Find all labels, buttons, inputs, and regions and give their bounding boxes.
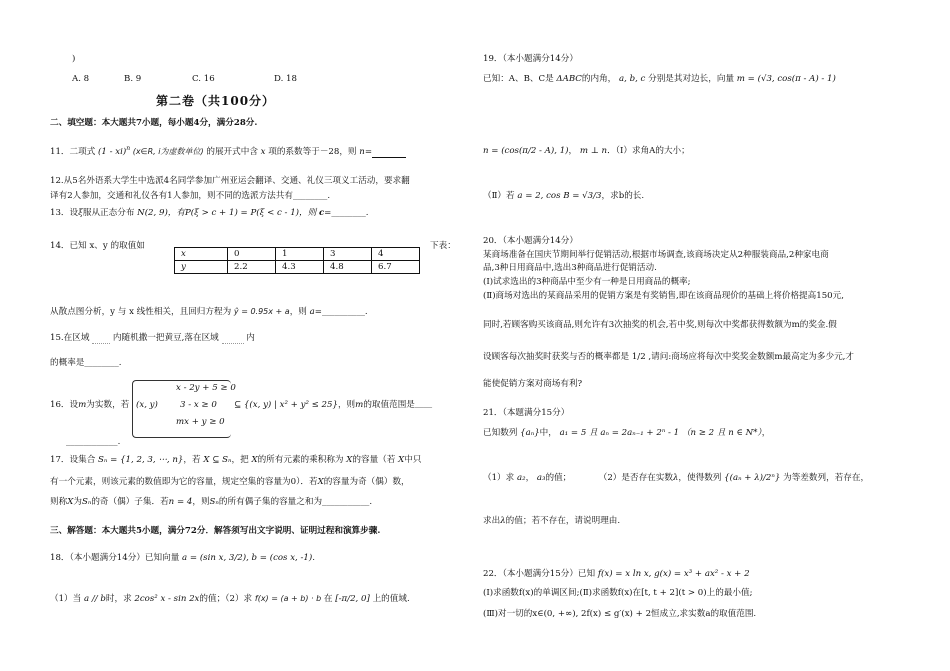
table-cell: 4.8 bbox=[324, 261, 372, 274]
section3-header: 三、解答题：本大题共5小题，满分72分．解答须写出文字说明、证明过程和演算步骤. bbox=[50, 526, 381, 536]
question-20-line3: (Ⅰ)试求选出的3种商品中至少有一种是日用商品的概率; bbox=[483, 277, 691, 287]
question-22-line1: 22．（本小题满分15分）已知 f(x) = x ln x, g(x) = x³ + ax² - x + 2 bbox=[483, 569, 750, 579]
option-d: D. 18 bbox=[274, 74, 297, 84]
question-11: 11．二项式 (1 - xi)$^n$ (x∈R, i为虚数单位) 的展开式中含 x 项的系数等于－28，则 n= bbox=[50, 143, 406, 158]
table-cell: 4.3 bbox=[276, 261, 324, 274]
table-cell: y bbox=[175, 261, 228, 274]
question-19-line3: （Ⅱ）若 a = 2, cos B = √3/3，求b的长. bbox=[483, 191, 645, 201]
option-c: C. 16 bbox=[192, 74, 215, 84]
option-a: A. 8 bbox=[72, 74, 90, 84]
question-20-line5: 同时,若顾客购买该商品,则允许有3次抽奖的机会,若中奖,则每次中奖都获得数额为m的奖金.假 bbox=[483, 320, 837, 330]
question-12-line2: 译有2人参加，交通和礼仪各有1人参加，则不同的选派方法共有________. bbox=[50, 191, 331, 201]
question-15-line1: 15.在区域 内随机撒一把黄豆,落在区域 内 bbox=[50, 333, 255, 343]
question-19-line1: 已知：A、B、C是 ΔABC的内角， a, b, c 分别是其对边长，向量 m = (√3, cos(π - A) - 1) bbox=[483, 74, 836, 84]
region-placeholder bbox=[222, 343, 244, 344]
question-17-line1: 17．设集合 Sₙ = {1, 2, 3, ⋯, n}，若 X ⊆ Sₙ，把 X的所有元素的乘积称为 X的容量（若 X中只 bbox=[50, 455, 422, 465]
question-13: 13．设ξ服从正态分布 N(2, 9)，有P(ξ > c + 1) = P(ξ < c - 1)，则 c=________. bbox=[50, 208, 369, 218]
question-20-line7: 能使促销方案对商场有利? bbox=[483, 379, 583, 389]
table-row-x bbox=[175, 248, 420, 261]
question-22-line3: (Ⅲ)对一切的x∈(0, +∞), 2f(x) ≤ g′(x) + 2恒成立,求实数a的取值范围. bbox=[483, 609, 757, 619]
table-cell: 2.2 bbox=[228, 261, 276, 274]
region-placeholder bbox=[92, 343, 110, 344]
question-17-line2: 有一个元素，则该元素的数值即为它的容量，规定空集的容量为0）．若X的容量为奇（偶）数， bbox=[50, 477, 410, 487]
table-cell: 4 bbox=[372, 248, 420, 261]
question-19-line2: n = (cos(π/2 - A), 1)， m ⊥ n．（Ⅰ）求角A的大小； bbox=[483, 146, 690, 156]
question-14-intro: 14．已知 x、y 的取值如 bbox=[50, 241, 145, 251]
question-18-line1: 18．（本小题满分14分）已知向量 a = (sin x, 3/2), b = (cos x, -1). bbox=[50, 553, 315, 563]
table-cell: x bbox=[175, 248, 228, 261]
right-column bbox=[483, 0, 913, 671]
table-cell: 3 bbox=[324, 248, 372, 261]
left-column bbox=[50, 0, 460, 671]
question-16-blank: ____________. bbox=[66, 437, 121, 447]
question-16-tail: ⊆ {(x, y) | x² + y² ≤ 25}，则m的取值范围是＿＿ bbox=[234, 400, 433, 410]
question-21-head: 21．（本题满分15分） bbox=[483, 408, 570, 418]
inequality-3: mx + y ≥ 0 bbox=[176, 417, 225, 427]
question-20-line1: 某商场准备在国庆节期间举行促销活动,根据市场调查,该商场决定从2种服装商品,2种家电商 bbox=[483, 250, 829, 260]
question-18-line2: （1）当 a // b时，求 2cos² x - sin 2x的值；（2）求 f(x) = (a + b) · b 在 [-π/2, 0] 上的值域. bbox=[50, 594, 410, 604]
question-12-line1: 12.从5名外语系大学生中选派4名同学参加广州亚运会翻译、交通、礼仪三项义工活动，要求翻 bbox=[50, 176, 410, 186]
question-21-line2: （1）求 a₂， a₃的值； （2）是否存在实数λ，使得数列 {(aₙ + λ)/2ⁿ} 为等差数列，若存在， bbox=[483, 473, 870, 483]
question-21-line3: 求出λ的值；若不存在，请说明理由. bbox=[483, 516, 621, 526]
table-cell: 1 bbox=[276, 248, 324, 261]
section2-header: 二、填空题：本大题共7小题，每小题4分，满分28分. bbox=[50, 118, 258, 128]
inequality-1: x - 2y + 5 ≥ 0 bbox=[176, 383, 236, 393]
set-builder-var: (x, y) bbox=[136, 400, 158, 410]
close-paren: ) bbox=[72, 54, 76, 64]
inequality-2: 3 - x ≥ 0 bbox=[180, 400, 217, 410]
question-20-line2: 品,3种日用商品中,选出3种商品进行促销活动. bbox=[483, 263, 657, 273]
xy-value-table bbox=[174, 247, 420, 274]
part2-title: 第二卷（共100分） bbox=[156, 94, 276, 108]
question-20-line4: (Ⅱ)商场对选出的某商品采用的促销方案是有奖销售,即在该商品现价的基础上将价格提高150元, bbox=[483, 291, 844, 301]
question-14-body: 从散点图分析，y 与 x 线性相关，且回归方程为 ŷ = 0.95x + a，则 a=__________. bbox=[50, 307, 368, 317]
table-cell: 6.7 bbox=[372, 261, 420, 274]
question-15-line2: 的概率是________. bbox=[50, 358, 122, 368]
question-17-line3: 则称X为Sₙ的奇（偶）子集．若n = 4，则Sₙ的所有偶子集的容量之和为___________. bbox=[50, 497, 373, 507]
question-22-line2: (Ⅰ)求函数f(x)的单调区间;(Ⅱ)求函数f(x)在[t, t + 2](t > 0)上的最小值; bbox=[483, 588, 753, 598]
table-row-y bbox=[175, 261, 420, 274]
question-21-line1: 已知数列 {aₙ}中， a₁ = 5 且 aₙ = 2aₙ₋₁ + 2ⁿ - 1 （n ≥ 2 且 n ∈ N*）， bbox=[483, 428, 771, 438]
question-16: 16．设m为实数，若 bbox=[50, 400, 130, 410]
question-19-head: 19．（本小题满分14分） bbox=[483, 54, 578, 64]
table-cell: 0 bbox=[228, 248, 276, 261]
question-14-table-label: 下表： bbox=[430, 241, 456, 251]
question-20-head: 20．（本小题满分14分） bbox=[483, 236, 578, 246]
option-b: B. 9 bbox=[124, 74, 142, 84]
answer-blank bbox=[372, 157, 406, 158]
question-20-line6: 设顾客每次抽奖时获奖与否的概率都是 1/2 ,请问:商场应将每次中奖奖金数额m最高定为多少元,才 bbox=[483, 352, 854, 362]
